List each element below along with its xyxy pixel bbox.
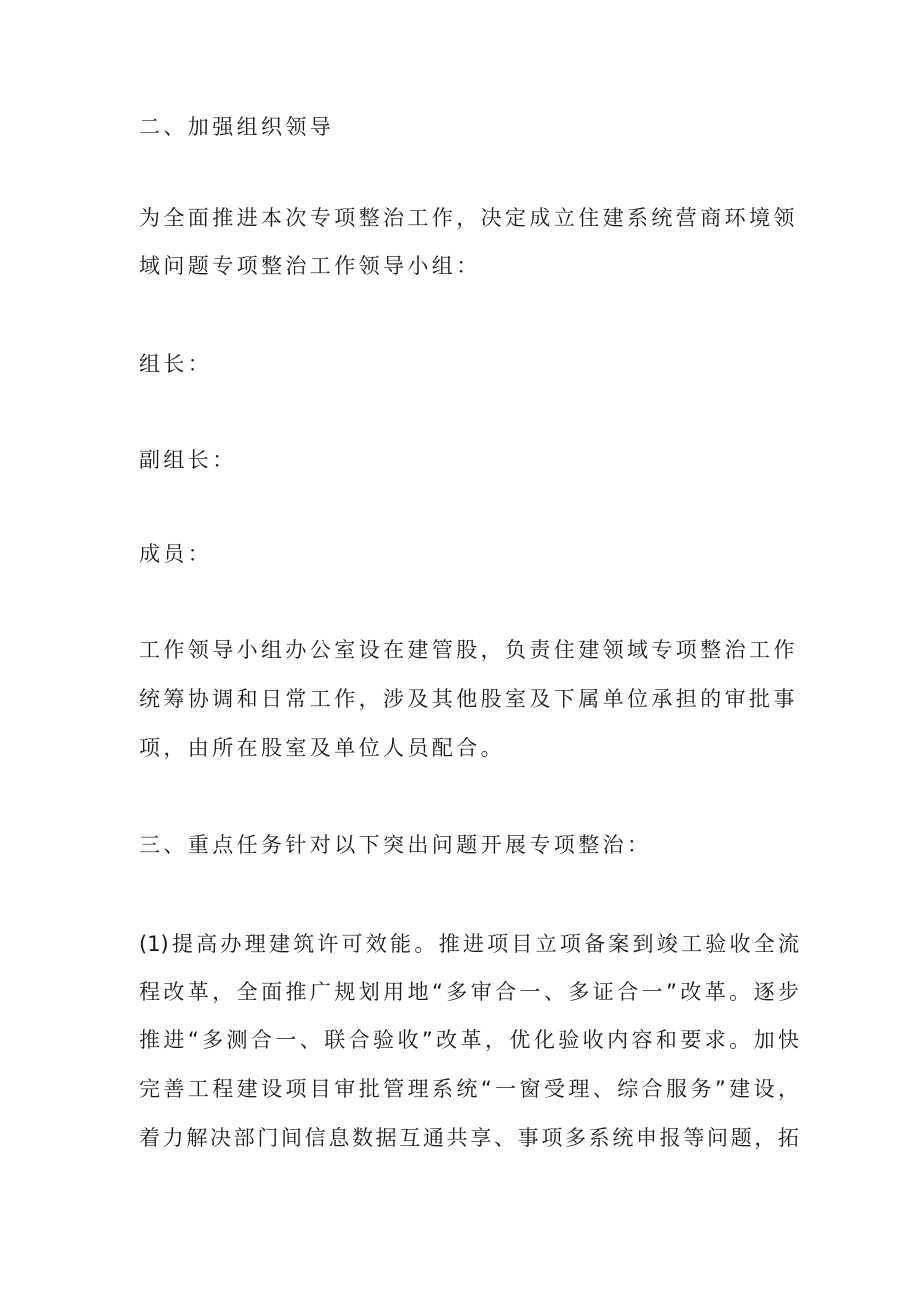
office-paragraph-line-1: 工作领导小组办公室设在建管股，负责住建领域专项整治工作 <box>139 638 798 662</box>
intro-paragraph-line-2: 域问题专项整治工作领导小组： <box>139 254 481 278</box>
item1-paragraph-line-4: 完善工程建设项目审批管理系统“一窗受理、综合服务”建设， <box>139 1077 799 1101</box>
section-heading-3: 三、重点任务针对以下突出问题开展专项整治： <box>139 833 652 857</box>
intro-paragraph-line-1: 为全面推进本次专项整治工作，决定成立住建系统营商环境领 <box>139 206 798 230</box>
section-heading-2: 二、加强组织领导 <box>139 115 335 139</box>
item1-paragraph-line-1: (1)提高办理建筑许可效能。推进项目立项备案到竣工验收全流 <box>139 932 799 956</box>
item1-paragraph-line-2: 程改革，全面推广规划用地“多审合一、多证合一”改革。逐步 <box>139 980 799 1004</box>
item1-paragraph-line-5: 着力解决部门间信息数据互通共享、事项多系统申报等问题，拓 <box>139 1126 799 1150</box>
office-paragraph-line-3: 项，由所在股室及单位人员配合。 <box>139 736 505 760</box>
members-label: 成员： <box>139 542 213 566</box>
office-paragraph-line-2: 统筹协调和日常工作，涉及其他股室及下属单位承担的审批事 <box>139 687 798 711</box>
item1-paragraph-line-3: 推进“多测合一、联合验收”改革，优化验收内容和要求。加快 <box>139 1028 799 1052</box>
leader-label: 组长： <box>139 352 213 376</box>
deputy-leader-label: 副组长： <box>139 448 237 472</box>
